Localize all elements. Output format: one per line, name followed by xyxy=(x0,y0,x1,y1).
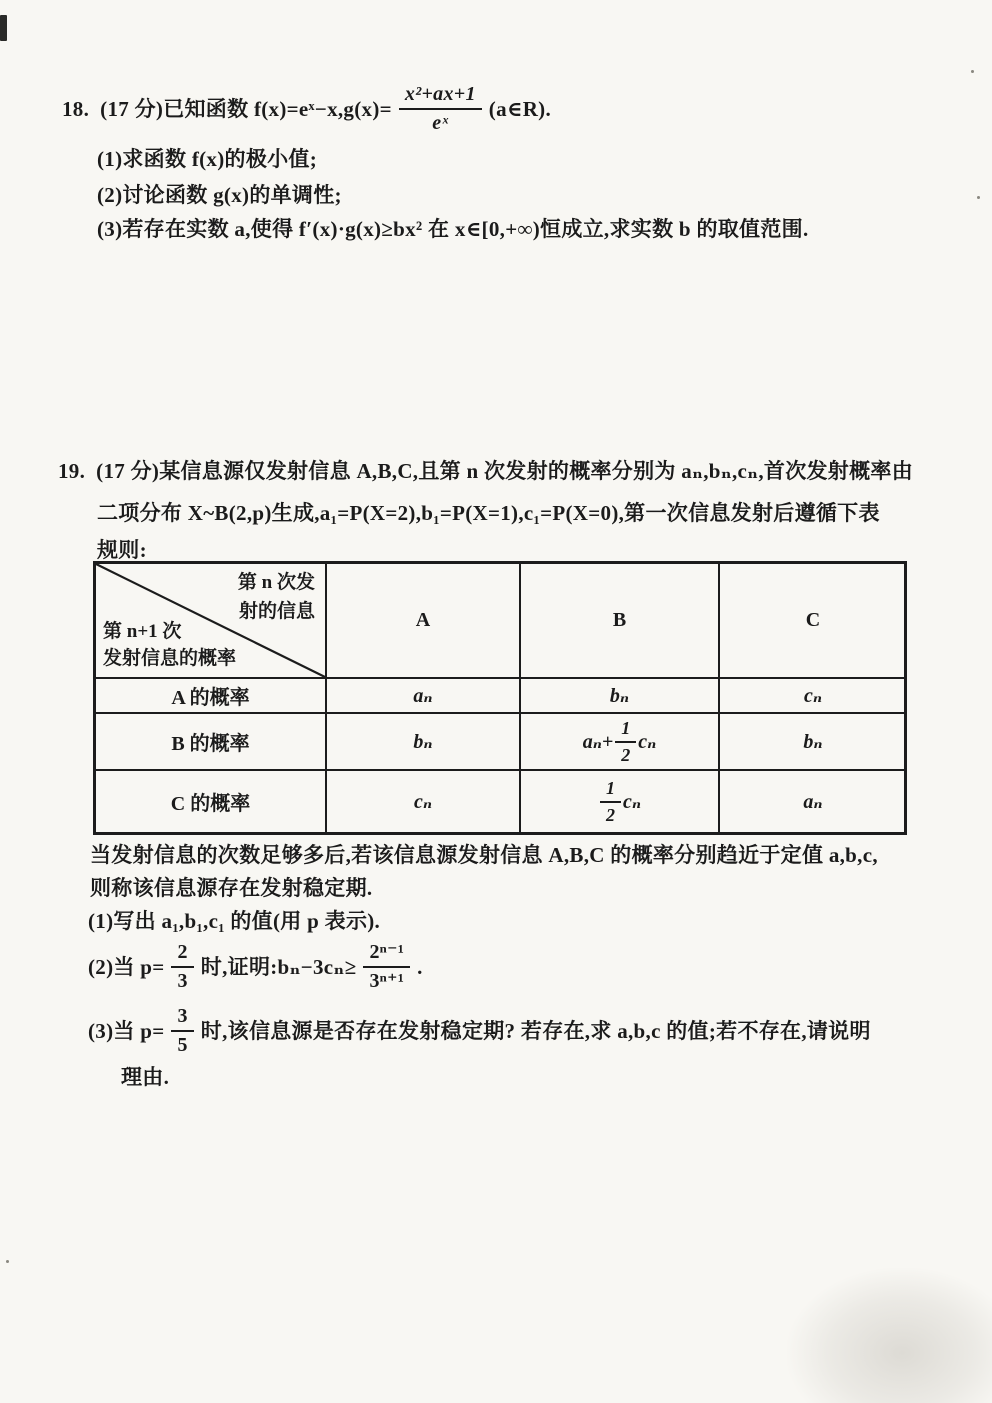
q19-line3: 规则: xyxy=(97,538,147,562)
q18-item-3: (3)若存在实数 a,使得 f′(x)·g(x)≥bx² 在 x∈[0,+∞)恒成立,求实数 b 的取值范围. xyxy=(97,217,809,241)
half-fraction: $\frac{1}{2}$ xyxy=(615,718,636,765)
half-fraction: $\frac{1}{2}$ xyxy=(600,778,621,825)
row-label-C: C 的概率 xyxy=(96,771,327,832)
cell-A-C: cₙ xyxy=(720,679,906,714)
cell-B-A: bₙ xyxy=(327,714,521,771)
cell-B-C: bₙ xyxy=(720,714,906,771)
q18-number: 18. xyxy=(62,96,90,121)
bound-fraction: $\frac{\text{2ⁿ⁻¹}}{\text{3ⁿ⁺¹}}$ xyxy=(363,941,410,993)
cell-B-B: aₙ+ $\frac{1}{2}$ cₙ xyxy=(521,714,720,771)
cell-C-A: cₙ xyxy=(327,771,521,832)
cell-C-C: aₙ xyxy=(803,791,823,813)
table-corner-cell xyxy=(96,564,327,679)
q19-paragraph-1: 当发射信息的次数足够多后,若该信息源发射信息 A,B,C 的概率分别趋近于定值 a,b,c, xyxy=(90,843,878,867)
p-value-fraction: $\frac{2}{3}$ xyxy=(171,941,193,993)
q19-line1-text: (17 分)某信息源仅发射信息 A,B,C,且第 n 次发射的概率分别为 aₙ,bₙ,cₙ,首次发射概率由 xyxy=(96,459,914,483)
q19-item-3: (3)当 p= $\frac{3}{5}$ 时,该信息源是否存在发射稳定期? 若存在,求 a,b,c 的值;若不存在,请说明 xyxy=(88,1005,871,1056)
q18-intro-tail: (a∈R). xyxy=(488,96,552,121)
q18-item-1: (1)求函数 f(x)的极小值; xyxy=(97,147,318,171)
scan-speck xyxy=(6,1260,9,1263)
col-header-C: C xyxy=(720,564,906,679)
cell-A-A: aₙ xyxy=(327,679,521,714)
scan-speck xyxy=(971,70,974,73)
scan-speck xyxy=(977,196,980,199)
cell-C-B: $\frac{1}{2}$ cₙ xyxy=(521,771,720,832)
q19-paragraph-2: 则称该信息源存在发射稳定期. xyxy=(90,876,373,900)
q18-heading xyxy=(62,80,551,138)
scan-artifact-smudge xyxy=(787,1268,992,1403)
q19-item-1: (1)写出 a₁,b₁,c₁ 的值(用 p 表示). xyxy=(88,909,381,933)
q19-heading xyxy=(58,458,913,484)
col-header-A: A xyxy=(327,564,521,679)
row-label-B: B 的概率 xyxy=(96,714,327,771)
row-label-A: A 的概率 xyxy=(96,679,327,714)
corner-label-bottom: 第 n+1 次 发射信息的概率 xyxy=(103,620,237,670)
q19-number: 19. xyxy=(58,459,86,483)
q19-item-3-continued: 理由. xyxy=(121,1065,170,1089)
q19-item-2: (2)当 p= $\frac{2}{3}$ 时,证明:bₙ−3cₙ≥ $\frac{\text{2ⁿ⁻¹}}{\text{3ⁿ⁺¹}}$ . xyxy=(88,941,423,992)
fraction-numerator: x²+ax+1 xyxy=(399,83,482,110)
q18-g-fraction xyxy=(399,83,482,135)
corner-label-top: 第 n 次发 射的信息 xyxy=(237,572,315,622)
q18-intro-text: (17 分)已知函数 f(x)=eˣ−x,g(x)= xyxy=(100,96,392,121)
transmission-probability-table xyxy=(93,561,907,835)
fraction-denominator: eˣ xyxy=(432,112,449,134)
q19-line2: 二项分布 X~B(2,p)生成,a₁=P(X=2),b₁=P(X=1),c₁=P(X=0),第一次信息发射后遵循下表 xyxy=(97,501,880,525)
q18-item-2: (2)讨论函数 g(x)的单调性; xyxy=(97,183,342,207)
p-value-fraction: $\frac{3}{5}$ xyxy=(171,1005,193,1057)
scan-artifact-corner-mark xyxy=(0,15,7,41)
cell-A-B: bₙ xyxy=(521,679,720,714)
col-header-B: B xyxy=(521,564,720,679)
